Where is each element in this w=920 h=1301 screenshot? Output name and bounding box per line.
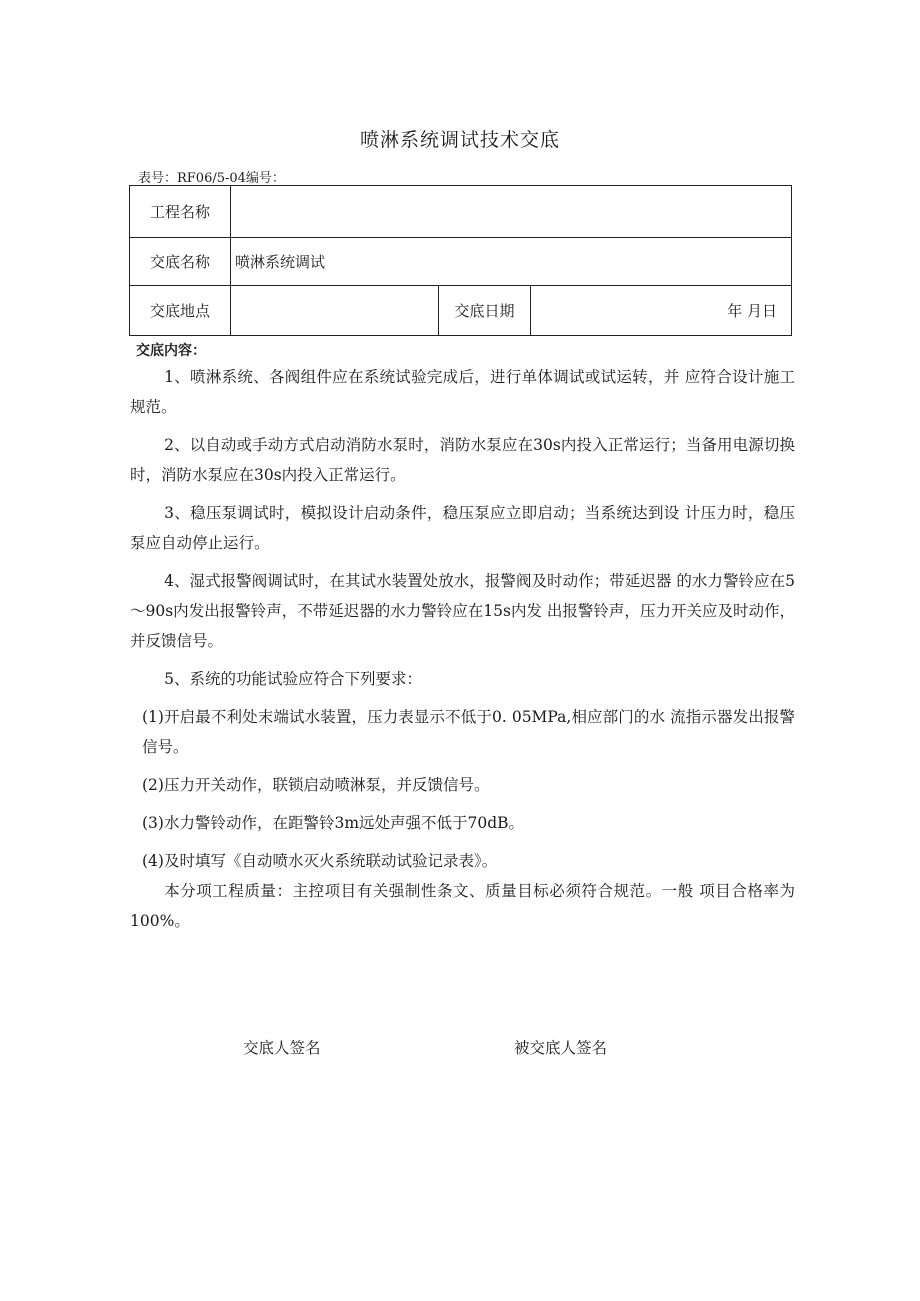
document-title: 喷淋系统调试技术交底 (359, 129, 560, 151)
content-paragraph: 3、稳压泵调试时，模拟设计启动条件，稳压泵应立即启动；当系统达到设 计压力时，稳压泵应自动停止运行。 (130, 504, 795, 552)
disclosure-info-table (129, 185, 792, 336)
table-row (130, 186, 792, 238)
disclosure-name-field[interactable]: 喷淋系统调试 (231, 238, 792, 286)
disclosure-content (130, 340, 795, 936)
content-paragraph: 2、以自动或手动方式启动消防水泵时，消防水泵应在30s内投入正常运行；当备用电源切换时，消防水泵应在30s内投入正常运行。 (130, 436, 795, 484)
content-paragraph: 1、喷淋系统、各阀组件应在系统试验完成后，进行单体调试或试运转，并 应符合设计施工规范。 (130, 368, 795, 416)
project-name-label: 工程名称 (130, 186, 231, 238)
discloser-signature: 交底人签名 (243, 1039, 321, 1057)
requirement-item: (2)压力开关动作，联锁启动喷淋泵，并反馈信号。 (142, 776, 490, 794)
content-heading: 交底内容： (136, 343, 206, 359)
location-field[interactable] (231, 286, 439, 336)
content-paragraph: 5、系统的功能试验应符合下列要求： (164, 670, 422, 688)
project-name-field[interactable] (231, 186, 792, 238)
form-number: 表号：RF06/5-04编号： (138, 171, 285, 186)
location-label: 交底地点 (130, 286, 231, 336)
date-field[interactable]: 年 月日 (531, 286, 792, 336)
quality-statement: 本分项工程质量：主控项目有关强制性条文、质量目标必须符合规范。一般 项目合格率为100%。 (130, 882, 795, 930)
requirement-item: (1)开启最不利处末端试水装置，压力表显示不低于0. 05MPa,相应部门的水 流指示器发出报警信号。 (142, 708, 795, 756)
requirement-item: (3)水力警铃动作，在距警铃3m远处声强不低于70dB。 (142, 814, 525, 832)
table-row (130, 238, 792, 286)
date-label: 交底日期 (439, 286, 531, 336)
table-row (130, 286, 792, 336)
disclosure-name-label: 交底名称 (130, 238, 231, 286)
content-paragraph: 4、湿式报警阀调试时，在其试水装置处放水，报警阀及时动作；带延迟器 的水力警铃应在5～90s内发出报警铃声，不带延迟器的水力警铃应在15s内发 出报警铃声，压力开关应及时动作，并反馈信号。 (130, 572, 795, 650)
requirement-item: (4)及时填写《自动喷水灭火系统联动试验记录表》。 (142, 852, 498, 870)
receiver-signature: 被交底人签名 (514, 1039, 608, 1057)
